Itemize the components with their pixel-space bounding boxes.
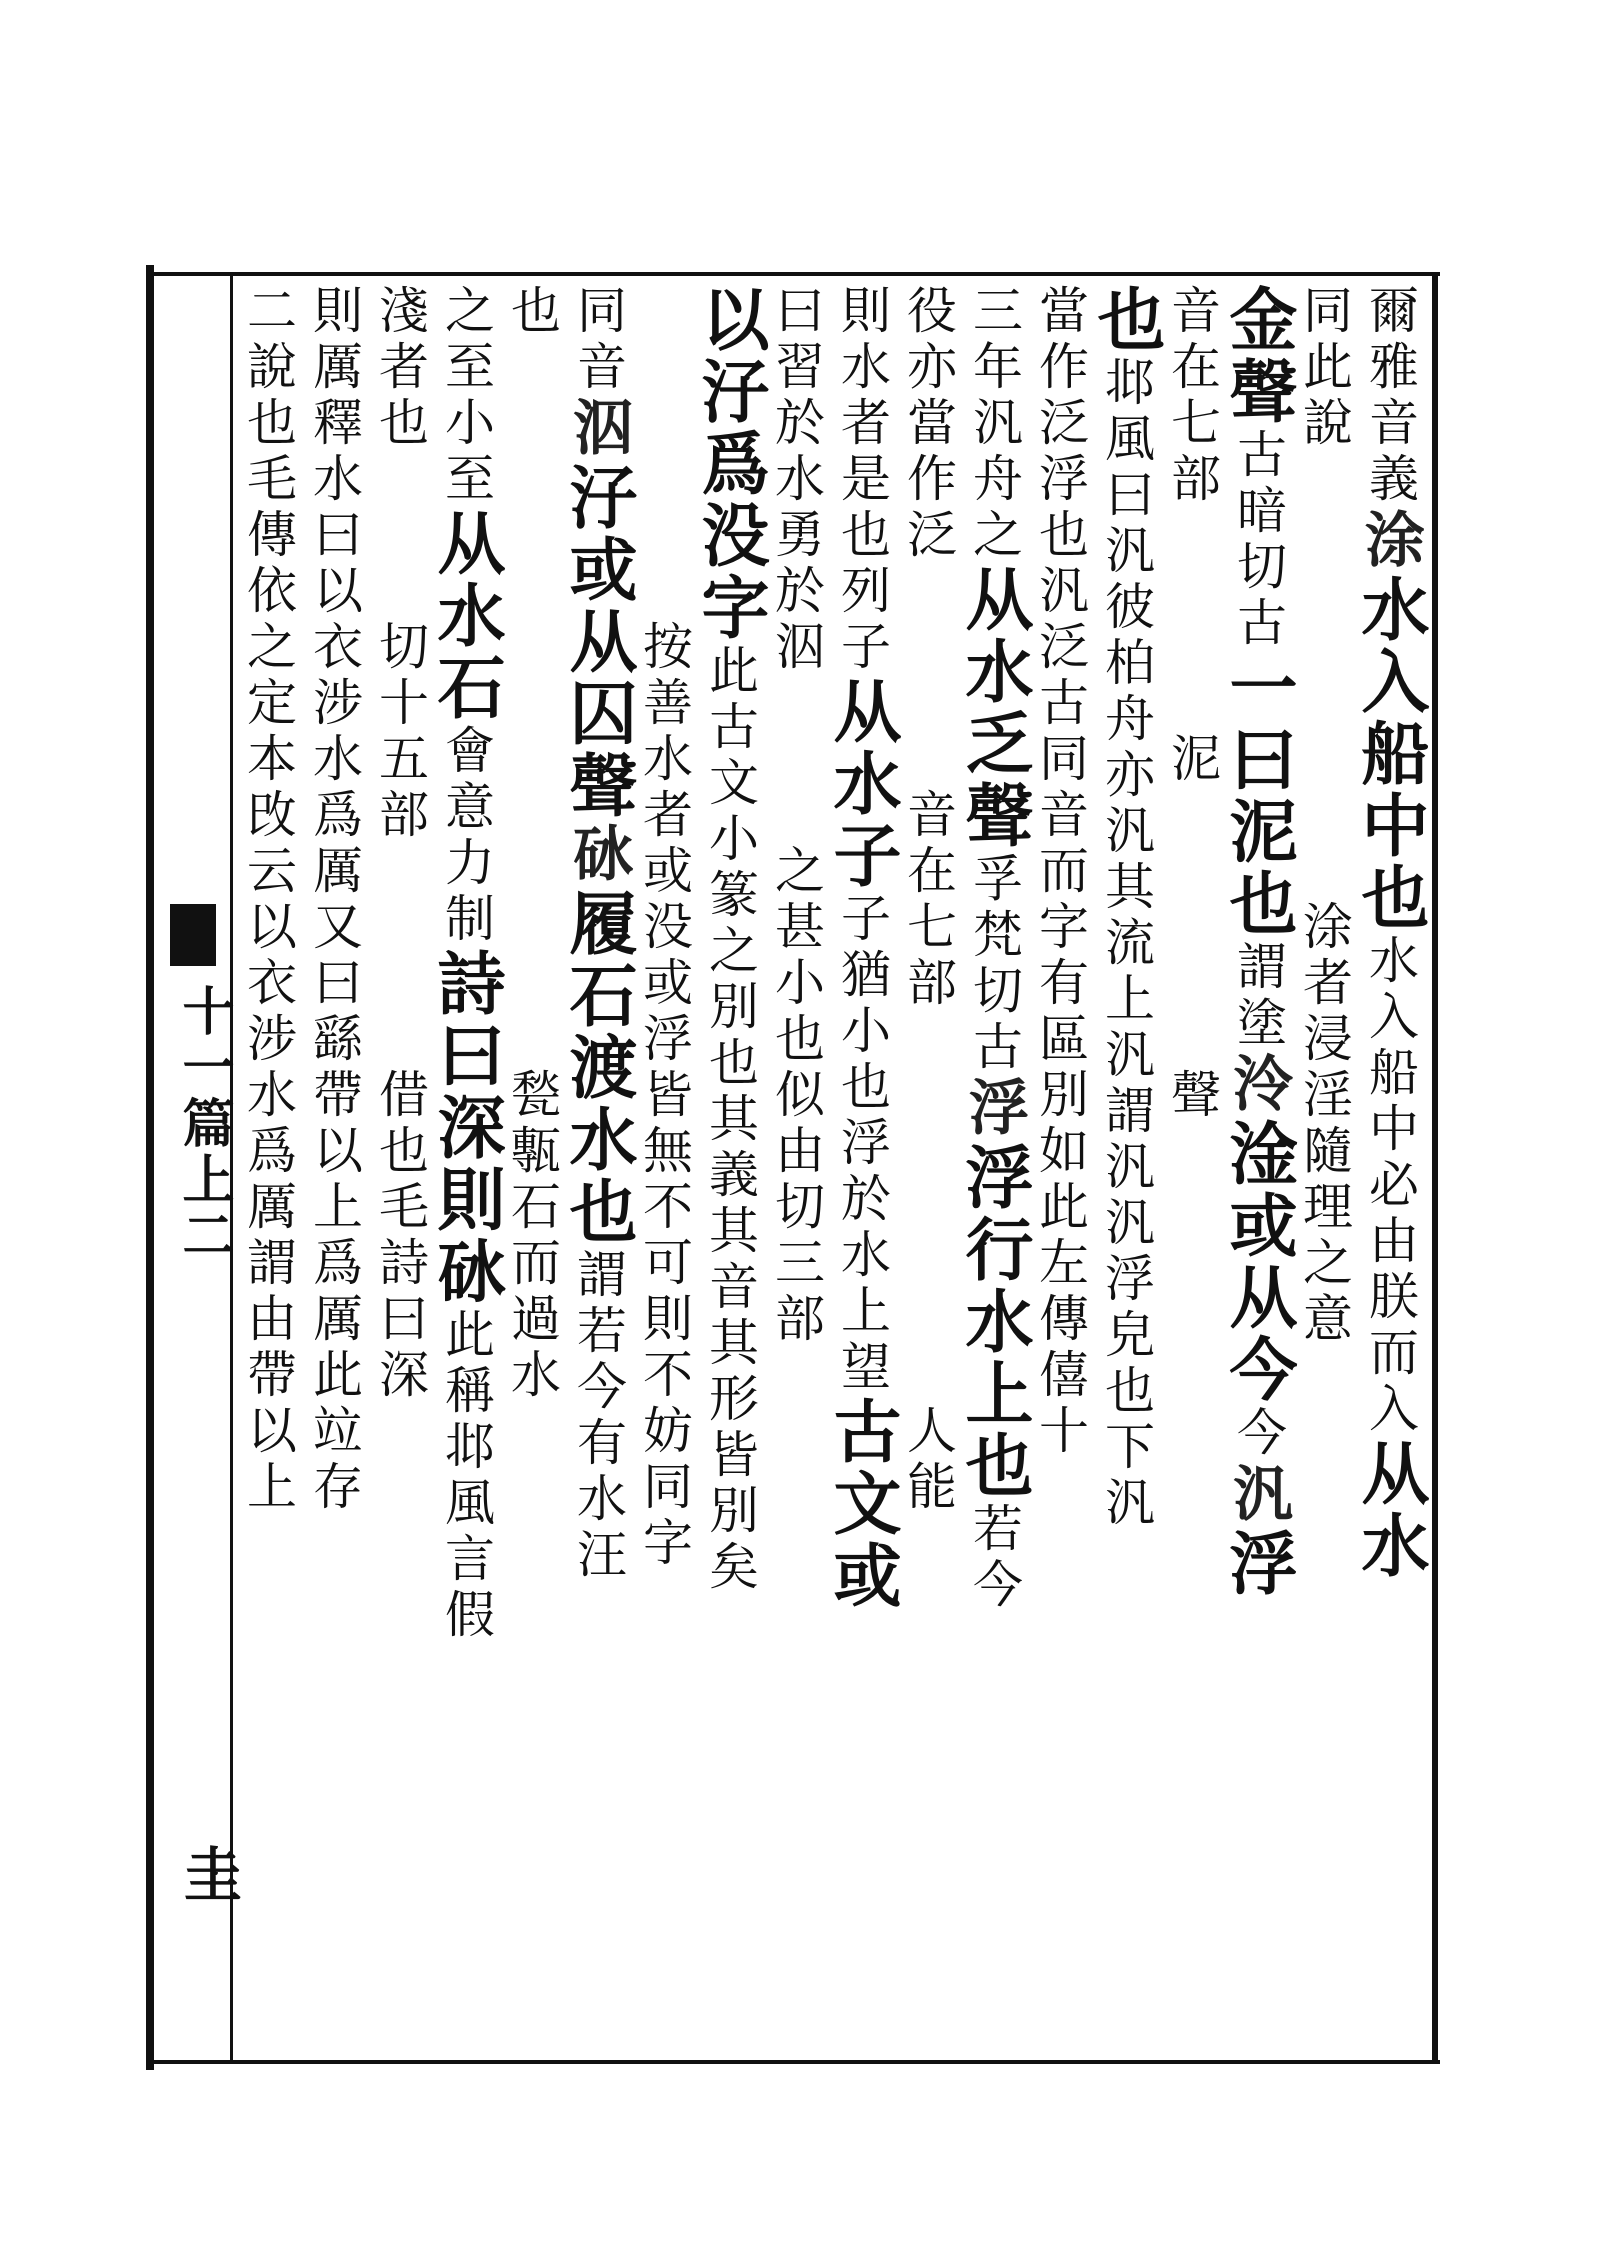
seal-script-glyph: 浮 — [959, 1076, 1029, 1142]
main-text: 一曰泥也 — [1218, 652, 1298, 940]
commentary-text: 役亦當作泛 — [899, 284, 957, 564]
commentary-text: 今 — [1229, 1406, 1287, 1462]
commentary-text: 會意力制 — [437, 724, 495, 948]
seal-script-glyph: 泠 — [1223, 1052, 1293, 1118]
commentary-text: 三年汎舟之 — [965, 284, 1023, 564]
commentary-text: 借也毛詩曰深 — [371, 1068, 429, 1404]
fishtail-block — [170, 904, 216, 966]
main-text: 浮 — [1218, 1528, 1298, 1600]
commentary-text: 人能 — [899, 1404, 957, 1516]
text-column-5 — [1086, 284, 1166, 1532]
commentary-text — [767, 676, 825, 844]
commentary-text — [635, 284, 693, 620]
text-column-11 — [690, 284, 770, 1596]
seal-script-glyph: 汎 — [1223, 1462, 1293, 1528]
main-text: 古文或 — [822, 1396, 902, 1612]
text-column-15 — [426, 284, 506, 1644]
commentary-text — [371, 452, 429, 620]
main-text: 从水乏聲 — [954, 564, 1034, 852]
commentary-text: 子猶小也浮於水上望 — [833, 892, 891, 1396]
margin-chapter-title: 十一篇上二 — [173, 984, 234, 1264]
main-text: 金聲 — [1218, 284, 1298, 428]
main-text: 詩曰深則砅 — [426, 948, 506, 1308]
commentary-text: 聲 — [1163, 1068, 1221, 1124]
commentary-text: 涂者浸淫隨理之意 — [1295, 900, 1353, 1348]
commentary-text: 按善水者或没或浮皆無不可則不妨同字 — [635, 620, 693, 1572]
commentary-text: 泥 — [1163, 732, 1221, 788]
main-text: 从水石 — [426, 508, 506, 724]
commentary-text: 淺者也 — [371, 284, 429, 452]
text-column-7 — [954, 284, 1034, 1614]
text-column-1 — [1350, 284, 1430, 1582]
page-margin-strip — [158, 284, 242, 2054]
seal-script-glyph: 涂 — [1355, 508, 1425, 574]
text-column-4 — [1162, 284, 1222, 1124]
commentary-text: 此古文小篆之別也其義其音其形皆別矣 — [701, 644, 759, 1596]
seal-script-glyph: 砅 — [563, 822, 633, 888]
commentary-text: 甃甎石而過水 — [503, 1068, 561, 1404]
commentary-text: 謂塗 — [1229, 940, 1287, 1052]
commentary-text: 曰習於水勇於泅 — [767, 284, 825, 676]
text-column-13 — [558, 284, 638, 1584]
text-column-3 — [1218, 284, 1298, 1600]
frame-bottom-line — [150, 2060, 1440, 2064]
commentary-text — [1295, 452, 1353, 900]
margin-page-number: 圭 — [174, 1844, 242, 1902]
main-text: 从水子 — [822, 676, 902, 892]
main-text: 也 — [1086, 284, 1166, 356]
main-text: 从水 — [1350, 1438, 1430, 1582]
main-text: 以汓爲没字 — [690, 284, 770, 644]
text-column-12 — [634, 284, 694, 1572]
text-column-9 — [822, 284, 902, 1612]
commentary-text — [371, 844, 429, 1068]
commentary-text: 則厲釋水曰以衣涉水爲厲又曰繇帶以上爲厲此竝存 — [305, 284, 363, 1516]
commentary-text: 若今 — [965, 1502, 1023, 1614]
seal-script-glyph: 泅 — [563, 396, 633, 462]
text-column-14 — [502, 284, 562, 1404]
commentary-text: 音在七部 — [899, 788, 957, 1012]
main-text: 浮行水上也 — [954, 1142, 1034, 1502]
commentary-text — [1163, 788, 1221, 1068]
text-column-8 — [898, 284, 958, 1516]
commentary-text: 邶風曰汎彼柏舟亦汎其流上汎謂汎汎浮皃也下汎 — [1097, 356, 1155, 1532]
commentary-text: 同此說 — [1295, 284, 1353, 452]
main-text: 水入船中也 — [1350, 574, 1430, 934]
main-text: 汓或从囚聲 — [558, 462, 638, 822]
text-column-10 — [766, 284, 826, 1348]
main-text: 淦或从今 — [1218, 1118, 1298, 1406]
commentary-text — [899, 564, 957, 788]
commentary-text: 當作泛浮也汎泛古同音而字有區別如此左傳僖十 — [1031, 284, 1089, 1460]
commentary-text: 同音 — [569, 284, 627, 396]
commentary-text: 爾雅音義 — [1361, 284, 1419, 508]
commentary-text — [503, 340, 561, 1068]
main-text: 履石渡水也 — [558, 888, 638, 1248]
commentary-text: 則水者是也列子 — [833, 284, 891, 676]
text-column-2 — [1294, 284, 1354, 1348]
commentary-text — [1163, 508, 1221, 732]
commentary-text: 此稱邶風言假 — [437, 1308, 495, 1644]
frame-top-line — [150, 272, 1440, 276]
commentary-text: 孚梵切古 — [965, 852, 1023, 1076]
text-column-16 — [370, 284, 430, 1404]
commentary-text: 古暗切古 — [1229, 428, 1287, 652]
commentary-text: 也 — [503, 284, 561, 340]
commentary-text — [899, 1012, 957, 1404]
commentary-text: 水入船中必由朕而入 — [1361, 934, 1419, 1438]
commentary-text: 之甚小也似由切三部 — [767, 844, 825, 1348]
text-column-6 — [1030, 284, 1090, 1460]
commentary-text: 切十五部 — [371, 620, 429, 844]
text-column-17 — [304, 284, 364, 1516]
frame-left-outer-line — [146, 265, 154, 2070]
commentary-text: 音在七部 — [1163, 284, 1221, 508]
commentary-text: 二說也毛傳依之定本攺云以衣涉水爲厲謂由帶以上 — [239, 284, 297, 1516]
commentary-text: 之至小至 — [437, 284, 495, 508]
commentary-text: 謂若今有水汪 — [569, 1248, 627, 1584]
text-column-18 — [238, 284, 298, 1516]
frame-right-line — [1432, 272, 1438, 2064]
